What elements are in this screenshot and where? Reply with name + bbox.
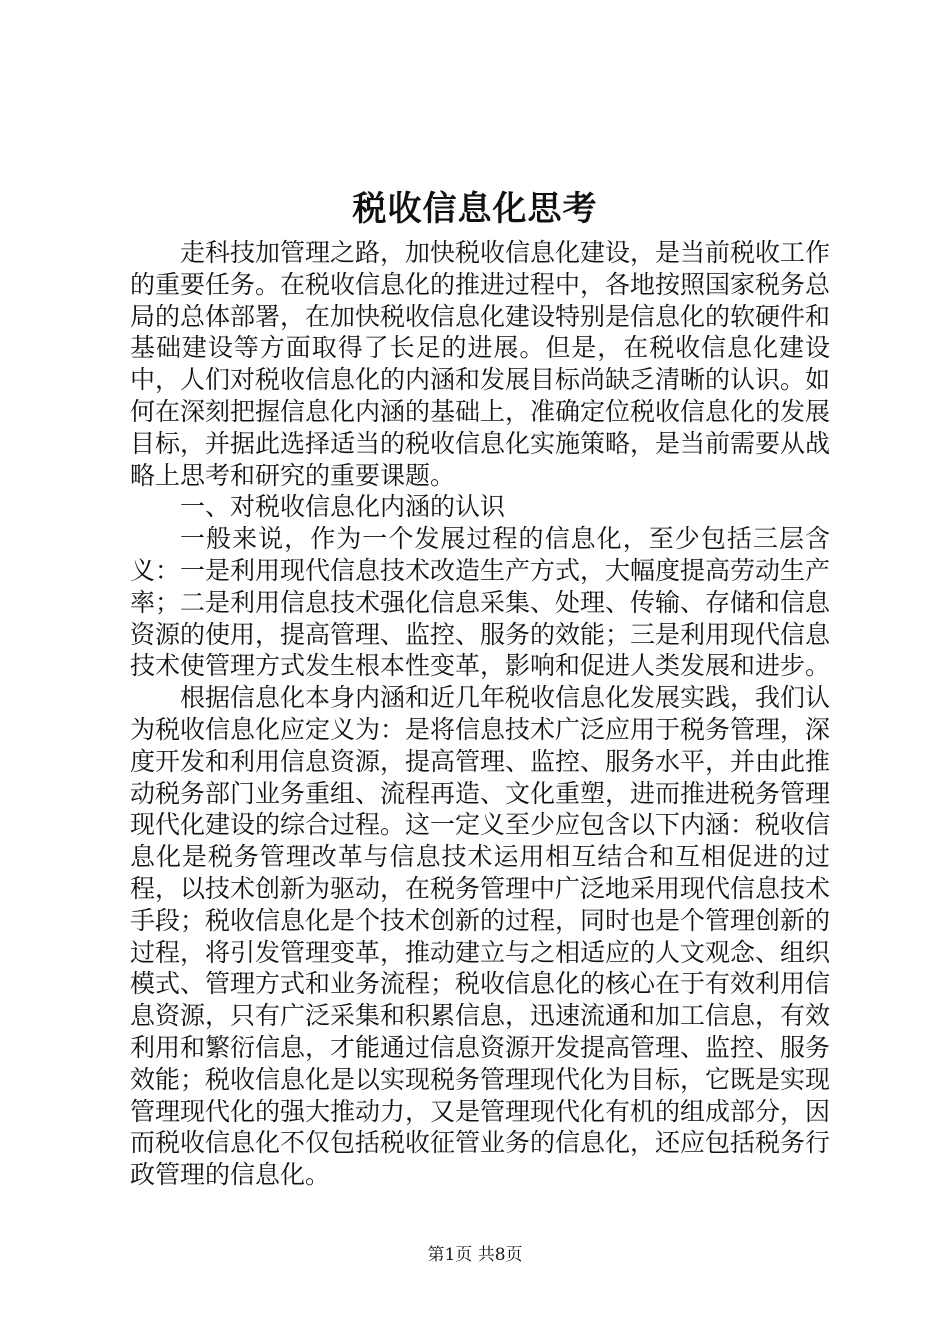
paragraph-intro: 走科技加管理之路，加快税收信息化建设，是当前税收工作的重要任务。在税收信息化的推进过程中，各地按照国家税务总局的总体部署，在加快税收信息化建设特别是信息化的软硬件和基础建设等方面取得了长足的进展。但是，在税收信息化建设中，人们对税收信息化的内涵和发展目标尚缺乏清晰的认识。如何在深刻把握信息化内涵的基础上，准确定位税收信息化的发展目标，并据此选择适当的税收信息化实施策略，是当前需要从战略上思考和研究的重要课题。 xyxy=(130,238,831,490)
paragraph-definition-tax: 根据信息化本身内涵和近几年税收信息化发展实践，我们认为税收信息化应定义为：是将信息技术广泛应用于税务管理，深度开发和利用信息资源，提高管理、监控、服务水平，并由此推动税务部门业务重组、流程再造、文化重塑，进而推进税务管理现代化建设的综合过程。这一定义至少应包含以下内涵：税收信息化是税务管理改革与信息技术运用相互结合和互相促进的过程，以技术创新为驱动，在税务管理中广泛地采用现代信息技术手段；税收信息化是个技术创新的过程，同时也是个管理创新的过程，将引发管理变革，推动建立与之相适应的人文观念、组织模式、管理方式和业务流程；税收信息化的核心在于有效利用信息资源，只有广泛采集和积累信息，迅速流通和加工信息，有效利用和繁衍信息，才能通过信息资源开发提高管理、监控、服务效能；税收信息化是以实现税务管理现代化为目标，它既是实现管理现代化的强大推动力，又是管理现代化有机的组成部分，因而税收信息化不仅包括税收征管业务的信息化，还应包括税务行政管理的信息化。 xyxy=(130,683,831,1190)
section-heading: 一、对税收信息化内涵的认识 xyxy=(180,492,506,522)
paragraph-definition-general: 一般来说，作为一个发展过程的信息化，至少包括三层含义：一是利用现代信息技术改造生产方式，大幅度提高劳动生产率；二是利用信息技术强化信息采集、处理、传输、存储和信息资源的使用，提高管理、监控、服务的效能；三是利用现代信息技术使管理方式发生根本性变革，影响和促进人类发展和进步。 xyxy=(130,524,831,681)
document-title: 税收信息化思考 xyxy=(352,189,598,229)
document-body xyxy=(130,237,830,1191)
page-footer: 第1页 共8页 xyxy=(427,1245,523,1265)
